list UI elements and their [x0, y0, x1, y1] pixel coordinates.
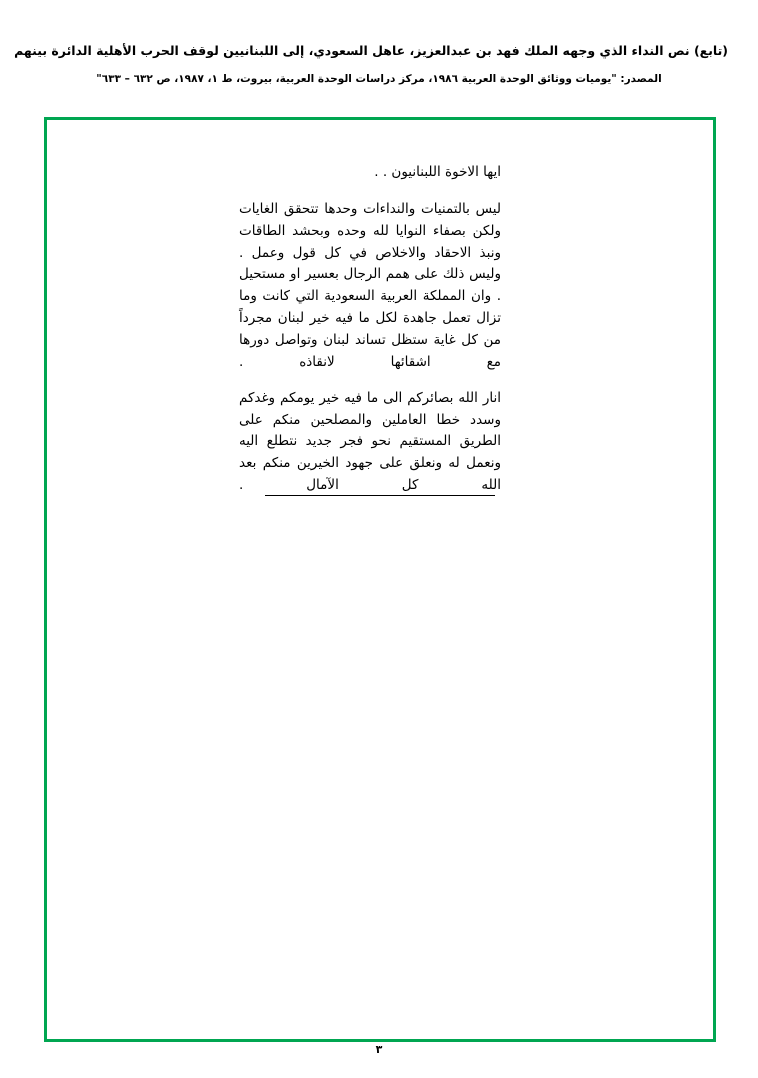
document-body: [239, 162, 501, 497]
signature-divider: [265, 495, 495, 496]
content-frame: [44, 117, 716, 1042]
page-number: ٣: [375, 1043, 383, 1056]
body-paragraph-2: انار الله بصائركم الى ما فيه خير يومكم وغدكم وسدد خطا العاملين والمصلحين منكم على الطريق المستقيم نحو فجر جديد نتطلع اليه ونعمل له ونعلق على جهود الخيرين منكم بعد الله كل الآمال .: [239, 389, 501, 494]
document-header: [0, 42, 758, 88]
salutation-line: ايها الاخوة اللبنانيون . .: [374, 164, 501, 180]
document-title: (تابع) نص النداء الذي وجهه الملك فهد بن عبدالعزيز، عاهل السعودي، إلى اللبنانيين لوقف الحرب الأهلية الدائرة بينهم: [14, 43, 728, 58]
document-source-citation: المصدر: "يوميات ووثائق الوحدة العربية ١٩٨٦، مركز دراسات الوحدة العربية، بيروت، ط ١، ١٩٨٧، ص ٦٣٢ – ٦٣٣": [96, 72, 662, 85]
body-paragraph-1: ليس بالتمنيات والنداءات وحدها تتحقق الغايات ولكن بصفاء النوايا لله وحده وبحشد الطاقات ونبذ الاحقاد والاخلاص في كل قول وعمل . وليس ذلك على همم الرجال بعسير او مستحيل . وان المملكة العربية السعودية التي كانت وما تزال تعمل جاهدة لكل ما فيه خير لبنان مجرداً من كل غاية ستظل تساند لبنان وتواصل دورها مع اشقائها لانقاذه .: [239, 200, 501, 370]
